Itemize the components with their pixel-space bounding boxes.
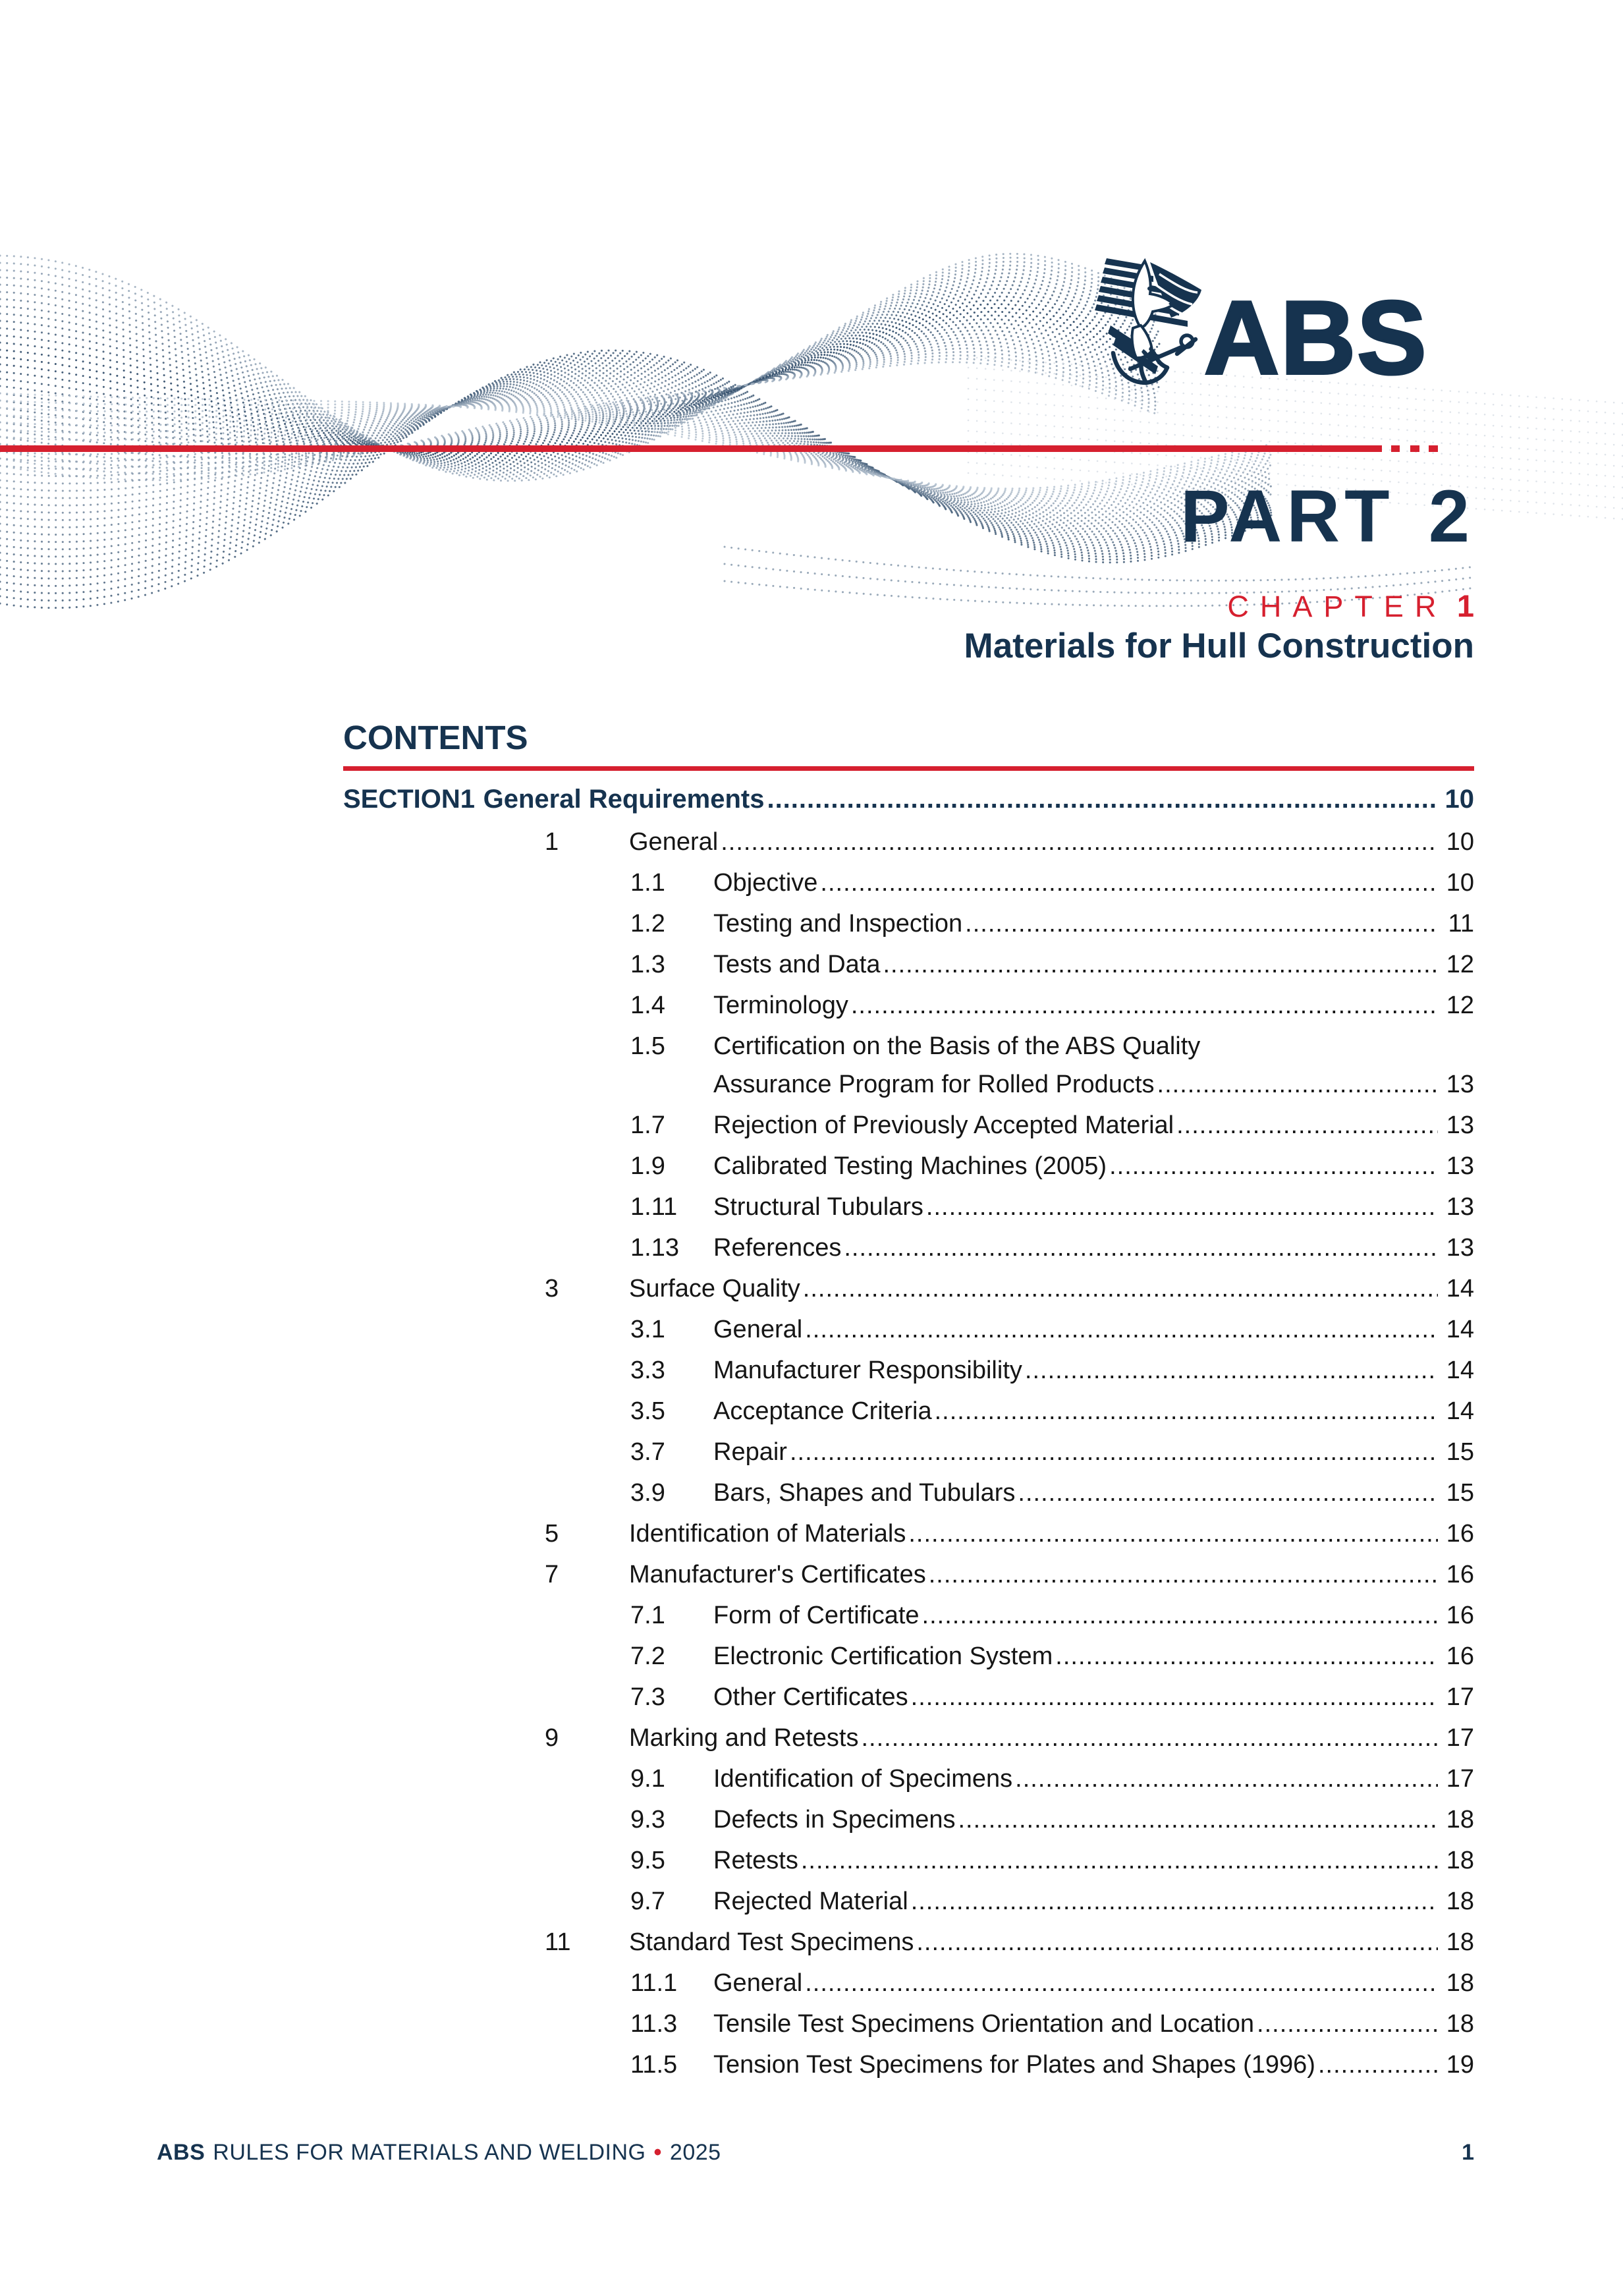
toc-entry-title: Identification of Specimens	[713, 1765, 1013, 1793]
toc-entry-number: 7.2	[630, 1642, 665, 1670]
toc-entry	[343, 909, 1474, 949]
dot-leader	[803, 1274, 1438, 1305]
toc-entry	[343, 868, 1474, 909]
toc-entry-number: 9.5	[630, 1847, 665, 1874]
toc-entry-number: 11.3	[630, 2010, 678, 2038]
toc-entry-page: 18	[1446, 1969, 1474, 1997]
dot-leader	[922, 1600, 1438, 1632]
toc-entry-number: 3.7	[630, 1438, 665, 1466]
toc-entry-title: Testing and Inspection	[713, 910, 963, 938]
toc-entry-title: Tension Test Specimens for Plates and Shapes (1996)	[713, 2051, 1315, 2079]
footer-page-number: 1	[1462, 2140, 1474, 2165]
toc-entry	[343, 1927, 1474, 1968]
toc-entry-title: Retests	[713, 1847, 798, 1874]
toc-entry-number: 7.3	[630, 1683, 665, 1711]
toc-entry-number: 1.9	[630, 1152, 665, 1180]
toc-entry	[343, 1192, 1474, 1233]
toc-entry-number: 9.3	[630, 1806, 665, 1834]
toc-entry-page: 13	[1446, 1234, 1474, 1262]
toc-entry-page: 13	[1446, 1152, 1474, 1180]
toc-entry-page: 15	[1446, 1438, 1474, 1466]
toc-entry-number: 9.7	[630, 1888, 665, 1915]
toc-section-number: 1	[460, 785, 476, 814]
toc-entry-title: Calibrated Testing Machines (2005)	[713, 1152, 1107, 1180]
toc-entry-title: Assurance Program for Rolled Products	[713, 1071, 1155, 1098]
contents-heading: CONTENTS	[343, 719, 528, 756]
toc-entry-number: 9	[545, 1724, 559, 1752]
dot-leader	[1015, 1764, 1438, 1795]
chapter-number: 1	[1456, 588, 1474, 623]
toc-entry-title: Bars, Shapes and Tubulars	[713, 1479, 1016, 1507]
toc-entry-number: 1	[545, 828, 559, 856]
toc-entry-number: 11.5	[630, 2051, 678, 2079]
dot-leader	[801, 1845, 1438, 1877]
toc-entry	[343, 1600, 1474, 1641]
dot-leader	[908, 1519, 1438, 1550]
toc-entry-title: Surface Quality	[629, 1275, 800, 1302]
toc-entry-title: General	[629, 828, 719, 856]
toc-entry-title: Marking and Retests	[629, 1724, 859, 1752]
toc-entry-title: Rejection of Previously Accepted Material	[713, 1111, 1174, 1139]
toc-entry-page: 18	[1446, 1847, 1474, 1874]
toc-entry-title: Objective	[713, 869, 818, 897]
toc-entry-title: Defects in Specimens	[713, 1806, 956, 1834]
toc-entry-number: 11.1	[630, 1969, 678, 1997]
toc-entry-page: 19	[1446, 2051, 1474, 2079]
toc-entry-number: 1.3	[630, 951, 665, 978]
toc-entry	[343, 1682, 1474, 1723]
toc-entry	[343, 1314, 1474, 1355]
toc-entry-page: 13	[1446, 1111, 1474, 1139]
dot-leader	[929, 1559, 1438, 1591]
toc-entry-title: Structural Tubulars	[713, 1193, 923, 1221]
toc-entry-number: 7	[545, 1561, 559, 1588]
toc-entry	[343, 990, 1474, 1031]
toc-entry	[343, 2009, 1474, 2050]
dot-leader	[1157, 1069, 1438, 1101]
toc-entry	[343, 1274, 1474, 1314]
toc-entry	[343, 1845, 1474, 1886]
abs-eagle-icon	[1087, 256, 1209, 391]
dot-leader	[1176, 1110, 1438, 1142]
dot-leader	[965, 909, 1438, 940]
toc-entry-page: 17	[1446, 1683, 1474, 1711]
dot-leader	[911, 1682, 1438, 1714]
toc-entry-page: 18	[1446, 1928, 1474, 1956]
dot-leader	[916, 1927, 1438, 1959]
toc-entry-number: 1.7	[630, 1111, 665, 1139]
toc-entry-title: Standard Test Specimens	[629, 1928, 914, 1956]
toc-entry-number: 9.1	[630, 1765, 665, 1793]
part-title: PART 2	[1180, 475, 1474, 557]
toc-entry	[343, 1559, 1474, 1600]
toc-entry-title: Acceptance Criteria	[713, 1397, 932, 1425]
toc-entry	[343, 1437, 1474, 1478]
header-rule-dash	[1391, 445, 1400, 452]
toc-entry-title: Manufacturer Responsibility	[713, 1357, 1022, 1384]
toc-entry-title: Manufacturer's Certificates	[629, 1561, 926, 1588]
toc-entry-page: 16	[1446, 1602, 1474, 1629]
toc-entry	[343, 1968, 1474, 2009]
toc-entry	[343, 1886, 1474, 1927]
footer-brand: ABS	[157, 2140, 206, 2165]
table-of-contents	[343, 783, 1474, 2090]
toc-entry	[343, 1478, 1474, 1519]
toc-entry-number: 1.1	[630, 869, 665, 897]
chapter-line	[790, 590, 1474, 621]
dot-leader	[862, 1723, 1439, 1754]
dot-leader	[721, 827, 1438, 858]
toc-entry-title: Tensile Test Specimens Orientation and Location	[713, 2010, 1255, 2038]
abs-logo-wordmark: ABS	[1204, 280, 1428, 396]
toc-entry-title: Identification of Materials	[629, 1520, 906, 1548]
toc-entry	[343, 2050, 1474, 2090]
dot-leader	[805, 1968, 1438, 2000]
toc-entry-page: 12	[1446, 951, 1474, 978]
toc-entry	[343, 1764, 1474, 1805]
toc-entry-number: 3.1	[630, 1316, 665, 1343]
toc-entry-number: 7.1	[630, 1602, 665, 1629]
toc-entry	[343, 1151, 1474, 1192]
toc-entry-page: 15	[1446, 1479, 1474, 1507]
toc-entry-page: 18	[1446, 2010, 1474, 2038]
toc-entry-page: 18	[1446, 1806, 1474, 1834]
dot-leader	[958, 1805, 1439, 1836]
toc-entry-page: 14	[1446, 1397, 1474, 1425]
toc-entry-page: 16	[1446, 1642, 1474, 1670]
toc-entry-page: 14	[1446, 1316, 1474, 1343]
toc-entry-number: 1.13	[630, 1234, 679, 1262]
dot-leader	[1025, 1355, 1438, 1387]
toc-entry-title: General	[713, 1969, 803, 1997]
toc-entry-page: 16	[1446, 1520, 1474, 1548]
toc-entry-number: 3.3	[630, 1357, 665, 1384]
toc-entry-number: 1.5	[630, 1032, 665, 1060]
dot-leader	[790, 1437, 1438, 1469]
toc-entry-number: 1.11	[630, 1193, 678, 1221]
toc-section-page: 10	[1444, 785, 1474, 814]
dot-leader	[883, 949, 1438, 981]
header-rule-dash	[1429, 445, 1438, 452]
header-rule-dash	[1410, 445, 1419, 452]
toc-entry-number: 1.2	[630, 910, 665, 938]
toc-entry-title: Other Certificates	[713, 1683, 908, 1711]
toc-entry-page: 14	[1446, 1275, 1474, 1302]
toc-entry-number: 3	[545, 1275, 559, 1302]
toc-entry	[343, 1110, 1474, 1151]
abs-logo	[1087, 256, 1482, 394]
dot-leader	[926, 1192, 1438, 1223]
toc-entry	[343, 827, 1474, 868]
toc-entry-title: Electronic Certification System	[713, 1642, 1053, 1670]
toc-entry-title: Certification on the Basis of the ABS Quality	[713, 1032, 1201, 1060]
footer-title: RULES FOR MATERIALS AND WELDING	[213, 2140, 646, 2165]
toc-entry	[343, 1355, 1474, 1396]
chapter-title: Materials for Hull Construction	[964, 627, 1474, 665]
dot-leader	[1109, 1151, 1438, 1183]
toc-entry-number: 3.5	[630, 1397, 665, 1425]
toc-entry-number: 11	[545, 1928, 571, 1956]
toc-entry	[343, 1519, 1474, 1559]
dot-leader	[911, 1886, 1438, 1918]
toc-entry-page: 18	[1446, 1888, 1474, 1915]
toc-section-title: General Requirements	[483, 785, 765, 814]
dot-leader	[805, 1314, 1438, 1346]
toc-entry-page: 13	[1446, 1071, 1474, 1098]
toc-entry-page: 12	[1446, 992, 1474, 1019]
toc-entry-title: References	[713, 1234, 842, 1262]
toc-entry-number: 1.4	[630, 992, 665, 1019]
footer-separator-dot: •	[653, 2140, 662, 2165]
dot-leader	[1018, 1478, 1438, 1509]
dot-leader	[767, 783, 1438, 816]
toc-entry-page: 10	[1446, 828, 1474, 856]
toc-entry-title: Tests and Data	[713, 951, 881, 978]
toc-entry-page: 13	[1446, 1193, 1474, 1221]
toc-entry-title: General	[713, 1316, 803, 1343]
toc-entry-title: Rejected Material	[713, 1888, 908, 1915]
dot-leader	[820, 868, 1438, 899]
toc-entry	[343, 1396, 1474, 1437]
toc-entry	[343, 1723, 1474, 1764]
dot-leader	[935, 1396, 1438, 1428]
dot-leader	[851, 990, 1438, 1022]
toc-entry-title: Terminology	[713, 992, 848, 1019]
chapter-label: CHAPTER	[1227, 590, 1448, 623]
toc-entry-page: 17	[1446, 1765, 1474, 1793]
toc-entry-title: Repair	[713, 1438, 787, 1466]
toc-entry-title: Form of Certificate	[713, 1602, 920, 1629]
toc-entry-page: 11	[1448, 910, 1474, 938]
toc-entry-page: 14	[1446, 1357, 1474, 1384]
footer-year: 2025	[669, 2140, 721, 2165]
contents-red-rule	[343, 766, 1474, 771]
toc-entry	[343, 1069, 1474, 1110]
toc-entry-number: 3.9	[630, 1479, 665, 1507]
toc-entry-page: 10	[1446, 869, 1474, 897]
header-red-rule	[0, 445, 1382, 452]
dot-leader	[1257, 2009, 1438, 2040]
toc-entry	[343, 1805, 1474, 1845]
dot-leader	[1318, 2050, 1438, 2081]
toc-entry-page: 17	[1446, 1724, 1474, 1752]
toc-entry-page: 16	[1446, 1561, 1474, 1588]
toc-entry	[343, 949, 1474, 990]
toc-entry-number: 5	[545, 1520, 559, 1548]
dot-leader	[1055, 1641, 1438, 1673]
toc-entry	[343, 1233, 1474, 1274]
toc-section-label: SECTION	[343, 785, 460, 814]
footer	[157, 2140, 1474, 2166]
toc-entry	[343, 1031, 1474, 1069]
dot-leader	[844, 1233, 1438, 1264]
toc-entries	[343, 827, 1474, 2090]
toc-section-row	[343, 783, 1474, 827]
toc-entry	[343, 1641, 1474, 1682]
